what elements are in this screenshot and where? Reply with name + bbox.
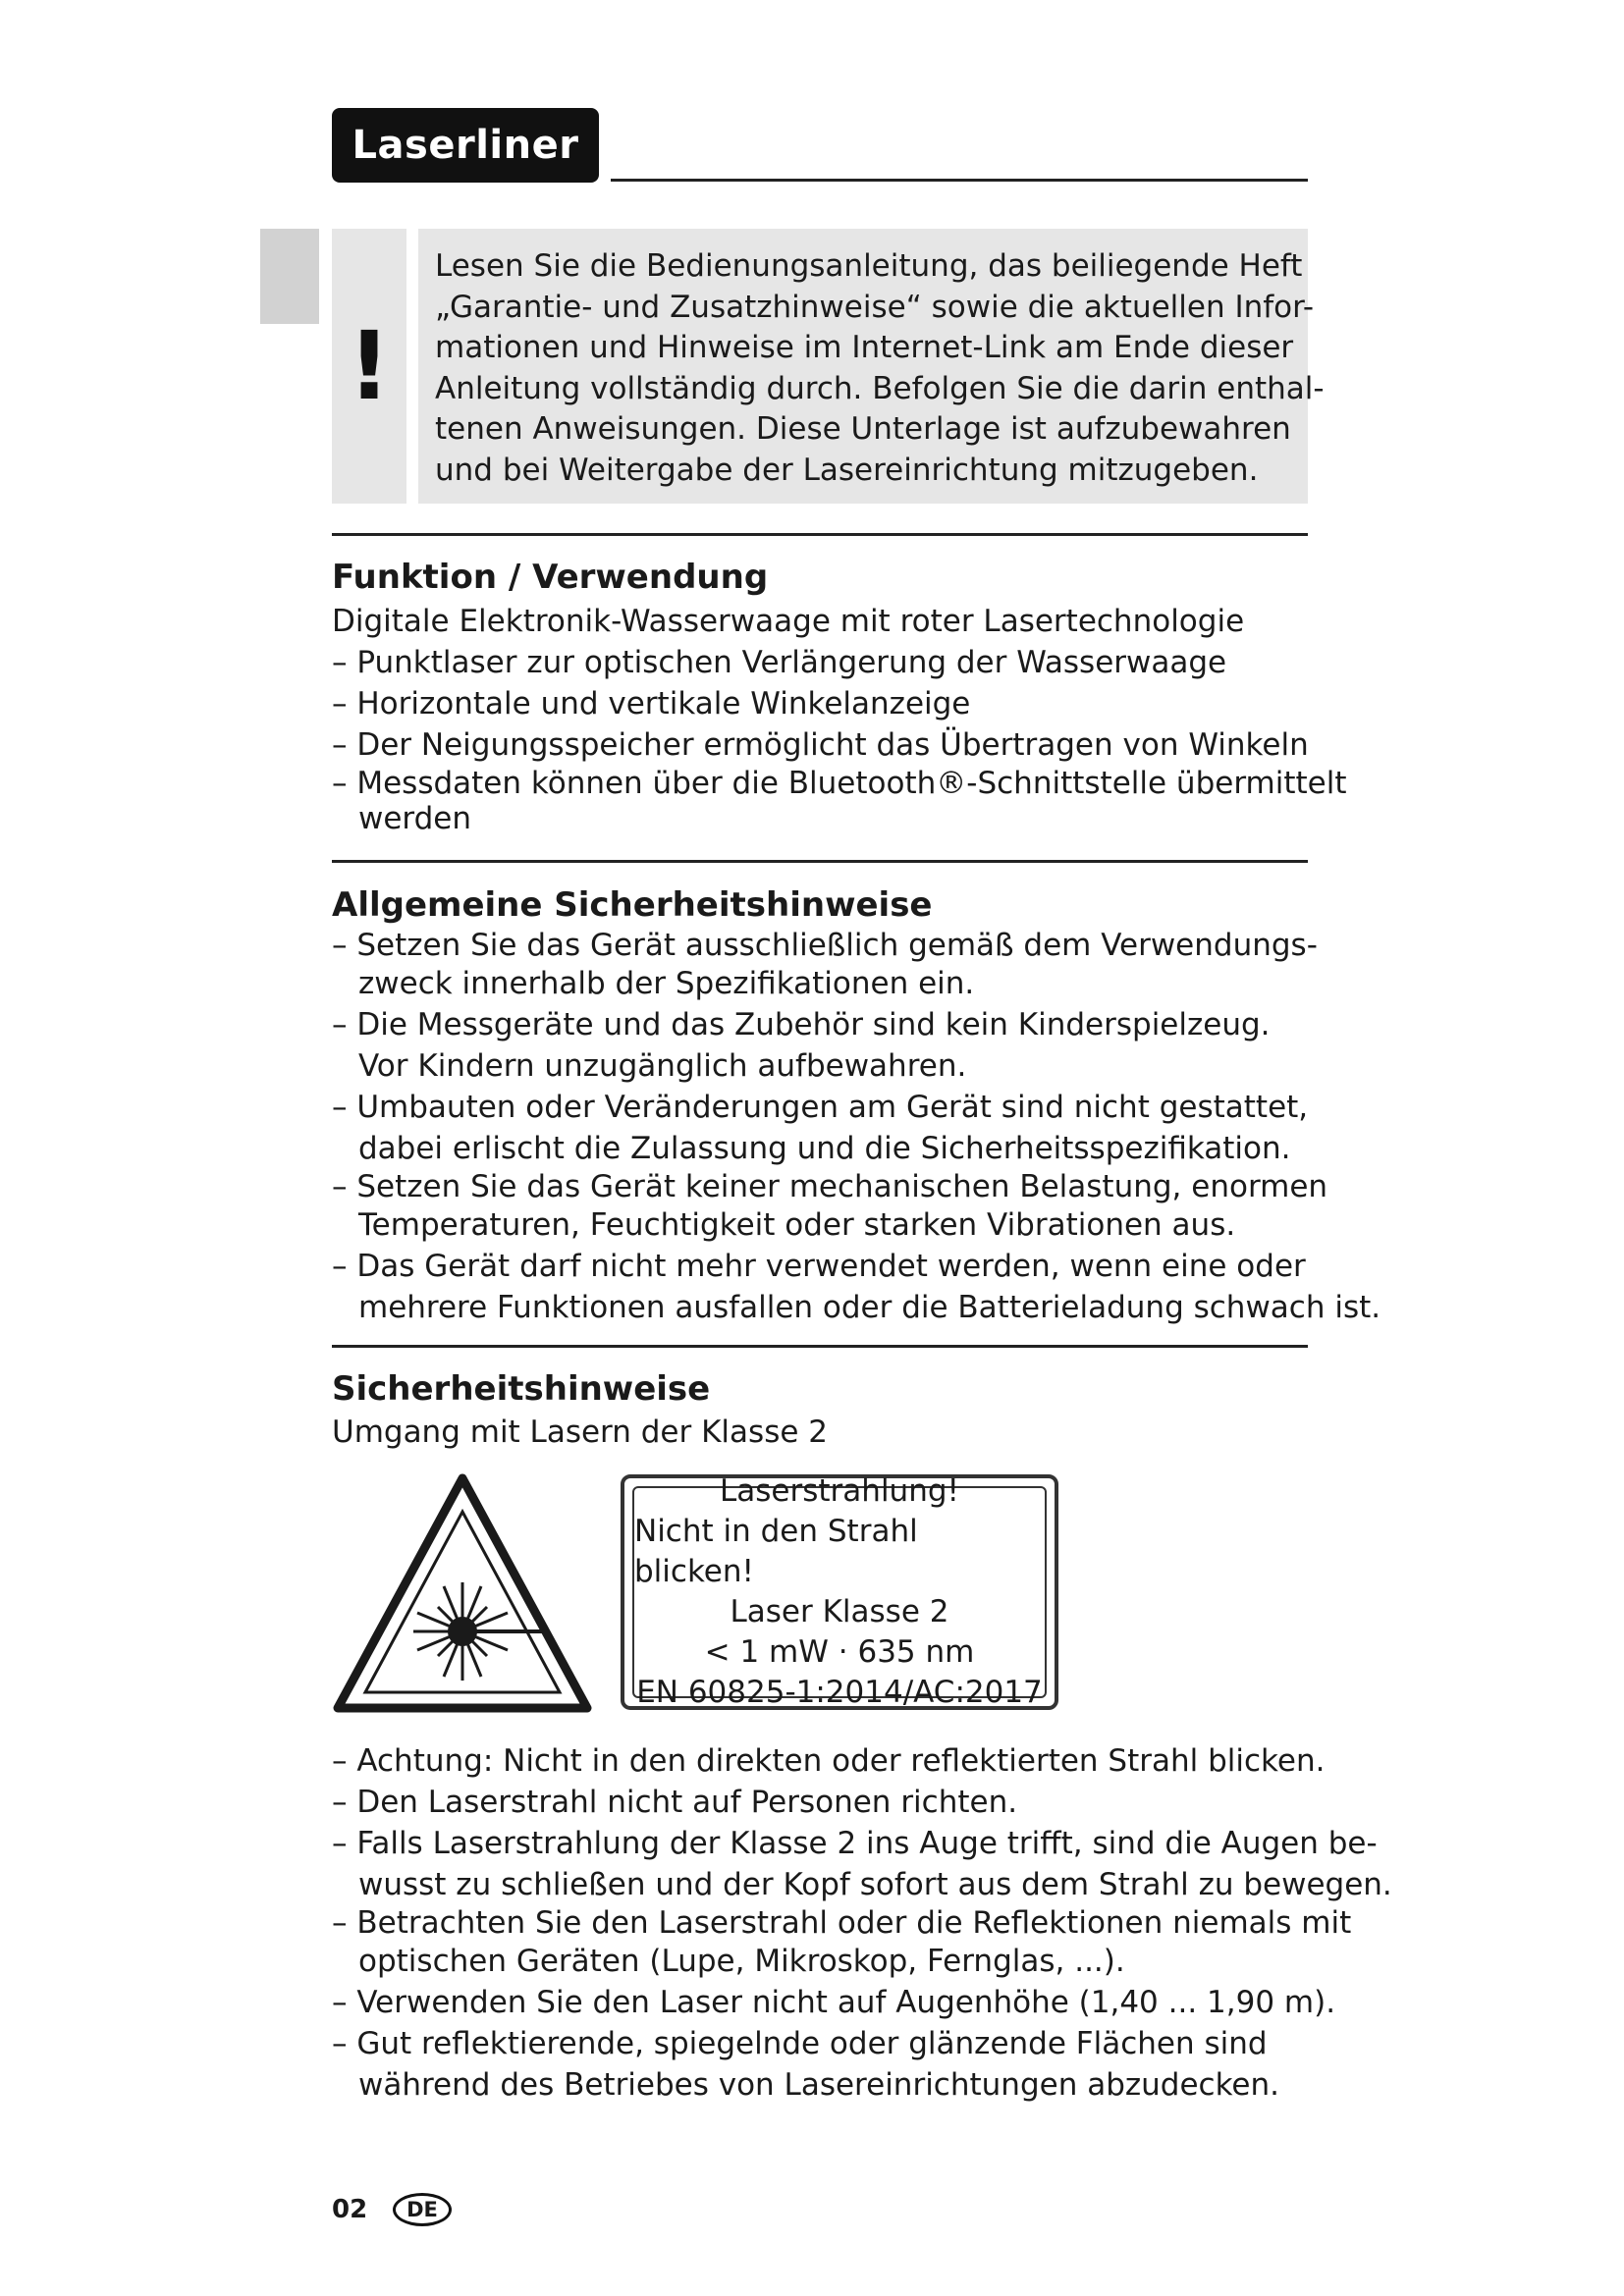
notice-line: Lesen Sie die Bedienungsanleitung, das beiliegende Heft [435, 248, 1303, 284]
language-badge: DE [393, 2193, 452, 2226]
function-list [332, 601, 1346, 836]
general-safety-line: zweck innerhalb der Spezifikationen ein. [358, 966, 975, 1001]
section-tab-marker [260, 229, 319, 324]
general-safety-line: Vor Kindern unzugänglich aufbewahren. [358, 1048, 967, 1084]
general-safety-heading: Allgemeine Sicherheitshinweise [332, 885, 933, 925]
general-safety-line: mehrere Funktionen ausfallen oder die Batterieladung schwach ist. [358, 1290, 1381, 1325]
safety-list [332, 1740, 1392, 2106]
section-divider [332, 1345, 1308, 1348]
safety-subheading: Umgang mit Lasern der Klasse 2 [332, 1415, 828, 1450]
safety-heading: Sicherheitshinweise [332, 1369, 711, 1409]
header-rule [611, 179, 1308, 182]
safety-line: während des Betriebes von Lasereinrichtungen abzudecken. [358, 2067, 1280, 2103]
page-number: 02 [332, 2195, 368, 2224]
read-instructions-notice [418, 229, 1325, 504]
general-safety-line: – Das Gerät darf nicht mehr verwendet werden, wenn eine oder [332, 1249, 1306, 1284]
safety-line: – Den Laserstrahl nicht auf Personen richten. [332, 1785, 1018, 1820]
label-line: Laserstrahlung! [720, 1473, 959, 1509]
function-item-continuation: werden [358, 801, 472, 836]
function-item: – Messdaten können über die Bluetooth®-Schnittstelle übermittelt [332, 766, 1347, 801]
label-line: < 1 mW · 635 nm [704, 1634, 975, 1670]
general-safety-line: Temperaturen, Feuchtigkeit oder starken Vibrationen aus. [358, 1207, 1236, 1243]
safety-line: – Falls Laserstrahlung der Klasse 2 ins Auge trifft, sind die Augen be- [332, 1826, 1378, 1861]
safety-line: optischen Geräten (Lupe, Mikroskop, Fernglas, ...). [358, 1944, 1125, 1979]
function-item: – Horizontale und vertikale Winkelanzeige [332, 686, 971, 721]
notice-line: „Garantie- und Zusatzhinweise“ sowie die aktuellen Infor- [435, 289, 1315, 325]
laser-class-label [621, 1474, 1058, 1710]
safety-line: – Betrachten Sie den Laserstrahl oder die Reflektionen niemals mit [332, 1905, 1352, 1941]
brand-logo: Laserliner [332, 108, 599, 183]
function-item: – Punktlaser zur optischen Verlängerung der Wasserwaage [332, 645, 1227, 680]
section-divider [332, 860, 1308, 863]
notice-line: mationen und Hinweise im Internet-Link am Ende dieser [435, 330, 1294, 365]
general-safety-line: dabei erlischt die Zulassung und die Sicherheitsspezifikation. [358, 1131, 1291, 1166]
laser-warning-triangle-icon [332, 1472, 593, 1714]
general-safety-line: – Umbauten oder Veränderungen am Gerät sind nicht gestattet, [332, 1090, 1309, 1125]
exclamation-icon: ! [332, 229, 406, 504]
general-safety-line: – Setzen Sie das Gerät ausschließlich gemäß dem Verwendungs- [332, 928, 1318, 963]
label-line: Nicht in den Strahl blicken! [634, 1514, 918, 1589]
label-line: Laser Klasse 2 [730, 1594, 949, 1629]
safety-line: wusst zu schließen und der Kopf sofort aus dem Strahl zu bewegen. [358, 1867, 1392, 1902]
safety-line: – Gut reflektierende, spiegelnde oder glänzende Flächen sind [332, 2026, 1268, 2061]
function-item: – Der Neigungsspeicher ermöglicht das Übertragen von Winkeln [332, 727, 1309, 763]
function-heading: Funktion / Verwendung [332, 558, 769, 597]
general-safety-line: – Die Messgeräte und das Zubehör sind kein Kinderspielzeug. [332, 1007, 1271, 1042]
safety-line: – Achtung: Nicht in den direkten oder reflektierten Strahl blicken. [332, 1743, 1326, 1779]
label-line: EN 60825-1:2014/AC:2017 [636, 1675, 1043, 1710]
general-safety-list [332, 928, 1380, 1328]
general-safety-line: – Setzen Sie das Gerät keiner mechanischen Belastung, enormen [332, 1169, 1328, 1204]
notice-line: tenen Anweisungen. Diese Unterlage ist aufzubewahren [435, 411, 1291, 447]
safety-line: – Verwenden Sie den Laser nicht auf Augenhöhe (1,40 ... 1,90 m). [332, 1985, 1336, 2020]
notice-line: Anleitung vollständig durch. Befolgen Sie die darin enthal- [435, 370, 1325, 406]
function-intro: Digitale Elektronik-Wasserwaage mit roter Lasertechnologie [332, 604, 1245, 639]
section-divider [332, 533, 1308, 536]
notice-line: und bei Weitergabe der Lasereinrichtung mitzugeben. [435, 452, 1259, 488]
